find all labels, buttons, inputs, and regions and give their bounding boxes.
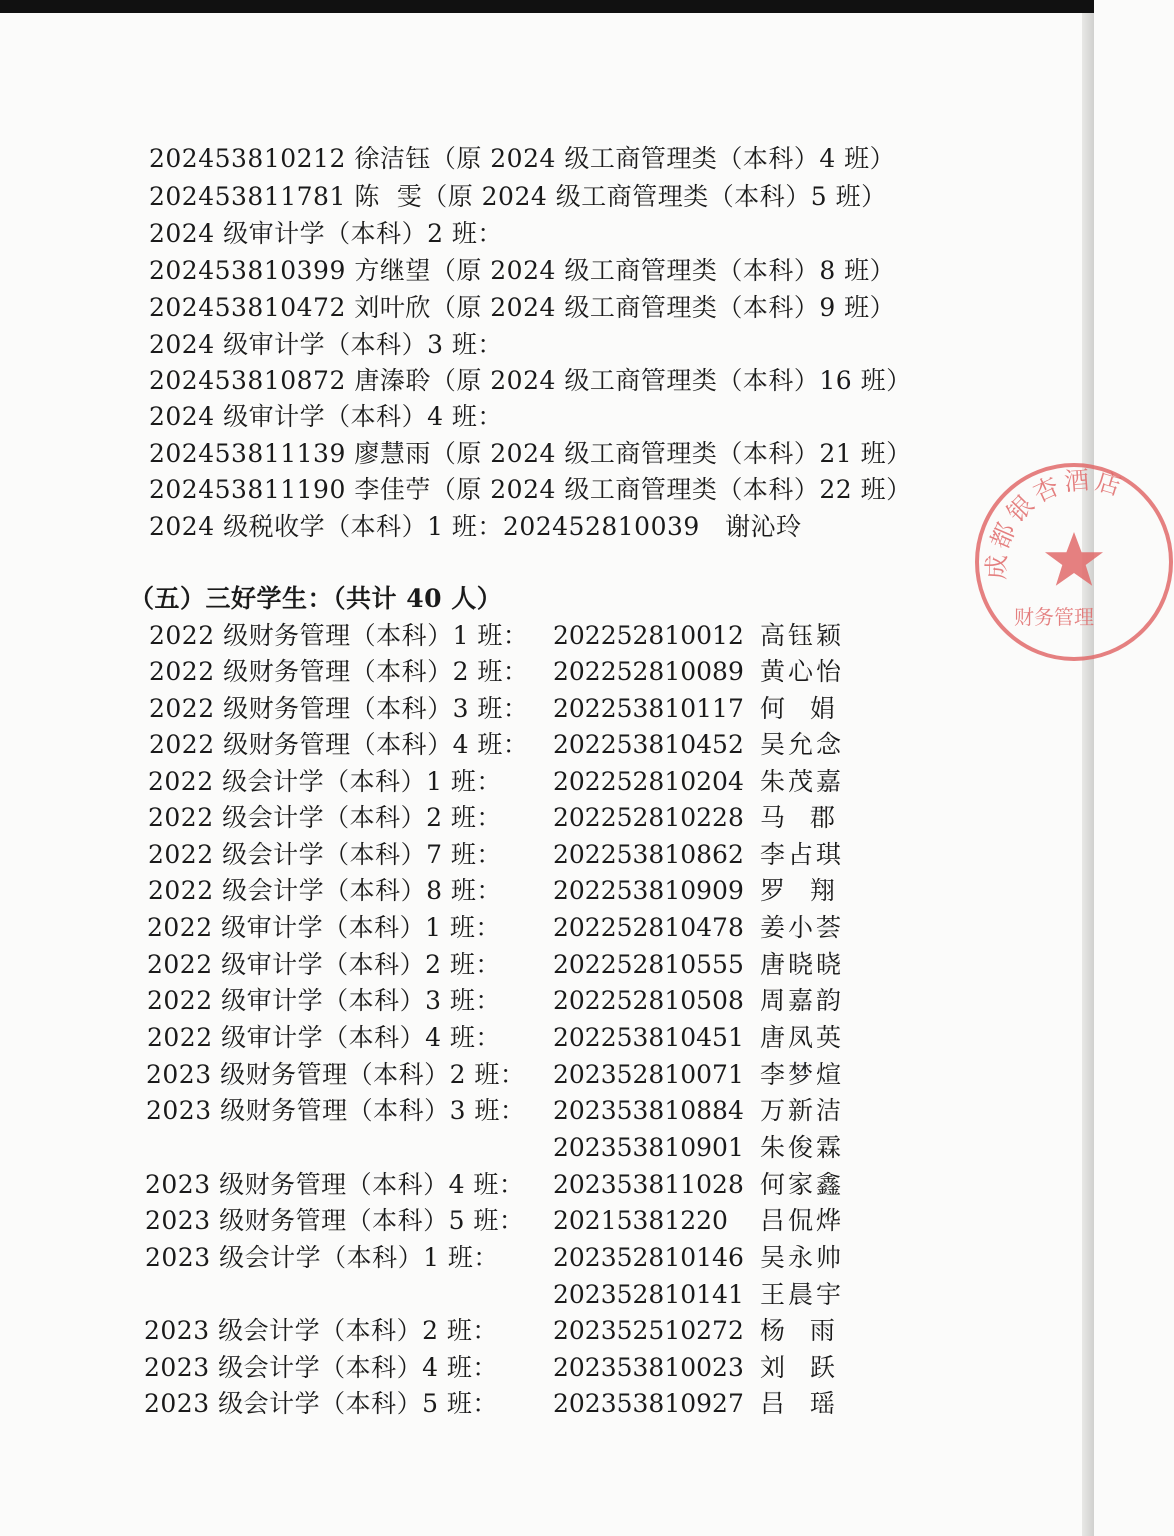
class-heading-audit-4: 2024 级审计学（本科）4 班： <box>149 402 503 431</box>
class-name: 2023 级会计学（本科）2 班： <box>144 1316 498 1345</box>
student-id: 202253810909 <box>553 876 744 905</box>
student-name: 万新洁 <box>760 1096 845 1125</box>
top-line-5: 202453810472 刘叶欣（原 2024 级工商管理类（本科）9 班） <box>149 293 896 322</box>
class-name: 2022 级财务管理（本科）4 班： <box>149 730 529 759</box>
student-name: 李占琪 <box>760 840 845 869</box>
class-name: 2023 级会计学（本科）5 班： <box>144 1389 498 1418</box>
student-name: 杨 雨 <box>760 1316 838 1345</box>
student-id: 202252810555 <box>553 950 744 979</box>
student-id: 202352810141 <box>553 1280 744 1309</box>
class-name: 2022 级会计学（本科）2 班： <box>148 803 502 832</box>
class-name: 2022 级财务管理（本科）3 班： <box>149 694 529 723</box>
student-id: 202252810089 <box>553 657 744 686</box>
seal-text-bottom: 财务管理 <box>1014 605 1094 629</box>
top-line-2: 202453811781 陈 雯（原 2024 级工商管理类（本科）5 班） <box>149 182 887 211</box>
top-line-1: 202453810212 徐洁钰（原 2024 级工商管理类（本科）4 班） <box>149 144 896 173</box>
student-id: 202252810204 <box>553 767 744 796</box>
student-name: 何 娟 <box>760 694 838 723</box>
student-id: 202252810478 <box>553 913 744 942</box>
student-id: 202353810023 <box>553 1353 744 1382</box>
student-name: 罗 翔 <box>760 876 838 905</box>
top-line-7: 202453810872 唐溱聆（原 2024 级工商管理类（本科）16 班） <box>149 366 912 395</box>
student-name: 朱茂嘉 <box>760 767 845 796</box>
scan-top-border <box>0 0 1094 13</box>
class-name: 2023 级财务管理（本科）3 班： <box>146 1096 526 1125</box>
student-id: 202253810862 <box>553 840 744 869</box>
student-name: 姜小荟 <box>760 913 845 942</box>
seal-text-top: 成都银杏酒店 <box>981 465 1129 581</box>
student-name: 吴永帅 <box>760 1243 845 1272</box>
student-name: 唐凤英 <box>760 1023 845 1052</box>
class-name: 2022 级会计学（本科）8 班： <box>148 876 502 905</box>
class-name: 2022 级审计学（本科）2 班： <box>147 950 501 979</box>
student-id: 202352810071 <box>553 1060 744 1089</box>
top-line-4: 202453810399 方继望（原 2024 级工商管理类（本科）8 班） <box>149 256 896 285</box>
student-name: 周嘉韵 <box>760 986 845 1015</box>
class-name: 2023 级财务管理（本科）4 班： <box>145 1170 525 1199</box>
top-line-9: 202453811139 廖慧雨（原 2024 级工商管理类（本科）21 班） <box>149 439 912 468</box>
seal-star <box>1045 532 1103 586</box>
student-name: 高钰颖 <box>760 621 845 650</box>
student-name: 李梦煊 <box>760 1060 845 1089</box>
student-id: 202352510272 <box>553 1316 744 1345</box>
class-name: 2022 级审计学（本科）4 班： <box>147 1023 501 1052</box>
top-line-11: 2024 级税收学（本科）1 班：202452810039 谢沁玲 <box>149 512 802 541</box>
class-name: 2023 级财务管理（本科）2 班： <box>146 1060 526 1089</box>
student-id: 202353810927 <box>553 1389 744 1418</box>
student-name: 朱俊霖 <box>760 1133 845 1162</box>
student-id: 202252810012 <box>553 621 744 650</box>
student-id: 20215381220 <box>553 1206 728 1235</box>
class-name: 2022 级审计学（本科）3 班： <box>147 986 501 1015</box>
student-name: 吴允念 <box>760 730 845 759</box>
student-name: 吕 瑶 <box>760 1389 838 1418</box>
student-name: 马 郡 <box>760 803 838 832</box>
class-heading-audit-3: 2024 级审计学（本科）3 班： <box>149 330 503 359</box>
student-id: 202253810117 <box>553 694 744 723</box>
student-name: 黄心怡 <box>760 657 845 686</box>
class-name: 2023 级会计学（本科）4 班： <box>144 1353 498 1382</box>
class-name: 2023 级财务管理（本科）5 班： <box>145 1206 525 1235</box>
student-id: 202353811028 <box>553 1170 744 1199</box>
section-heading: （五）三好学生：（共计 40 人） <box>129 584 503 613</box>
student-id: 202253810451 <box>553 1023 744 1052</box>
seal-text-arc <box>982 465 1129 580</box>
student-id: 202252810508 <box>553 986 744 1015</box>
top-line-10: 202453811190 李佳苧（原 2024 级工商管理类（本科）22 班） <box>149 475 912 504</box>
class-name: 2023 级会计学（本科）1 班： <box>145 1243 499 1272</box>
class-name: 2022 级会计学（本科）7 班： <box>148 840 502 869</box>
student-id: 202253810452 <box>553 730 744 759</box>
student-name: 何家鑫 <box>760 1170 845 1199</box>
student-id: 202353810901 <box>553 1133 744 1162</box>
class-name: 2022 级财务管理（本科）1 班： <box>149 621 529 650</box>
class-name: 2022 级审计学（本科）1 班： <box>147 913 501 942</box>
student-name: 吕侃烨 <box>760 1206 845 1235</box>
student-id: 202353810884 <box>553 1096 744 1125</box>
student-name: 王晨宇 <box>760 1280 845 1309</box>
official-seal <box>974 462 1174 662</box>
class-heading-audit-2: 2024 级审计学（本科）2 班： <box>149 219 503 248</box>
student-name: 刘 跃 <box>760 1353 838 1382</box>
class-name: 2022 级会计学（本科）1 班： <box>148 767 502 796</box>
student-id: 202252810228 <box>553 803 744 832</box>
scan-right-edge <box>1082 13 1094 1536</box>
student-name: 唐晓晓 <box>760 950 845 979</box>
student-id: 202352810146 <box>553 1243 744 1272</box>
class-name: 2022 级财务管理（本科）2 班： <box>149 657 529 686</box>
